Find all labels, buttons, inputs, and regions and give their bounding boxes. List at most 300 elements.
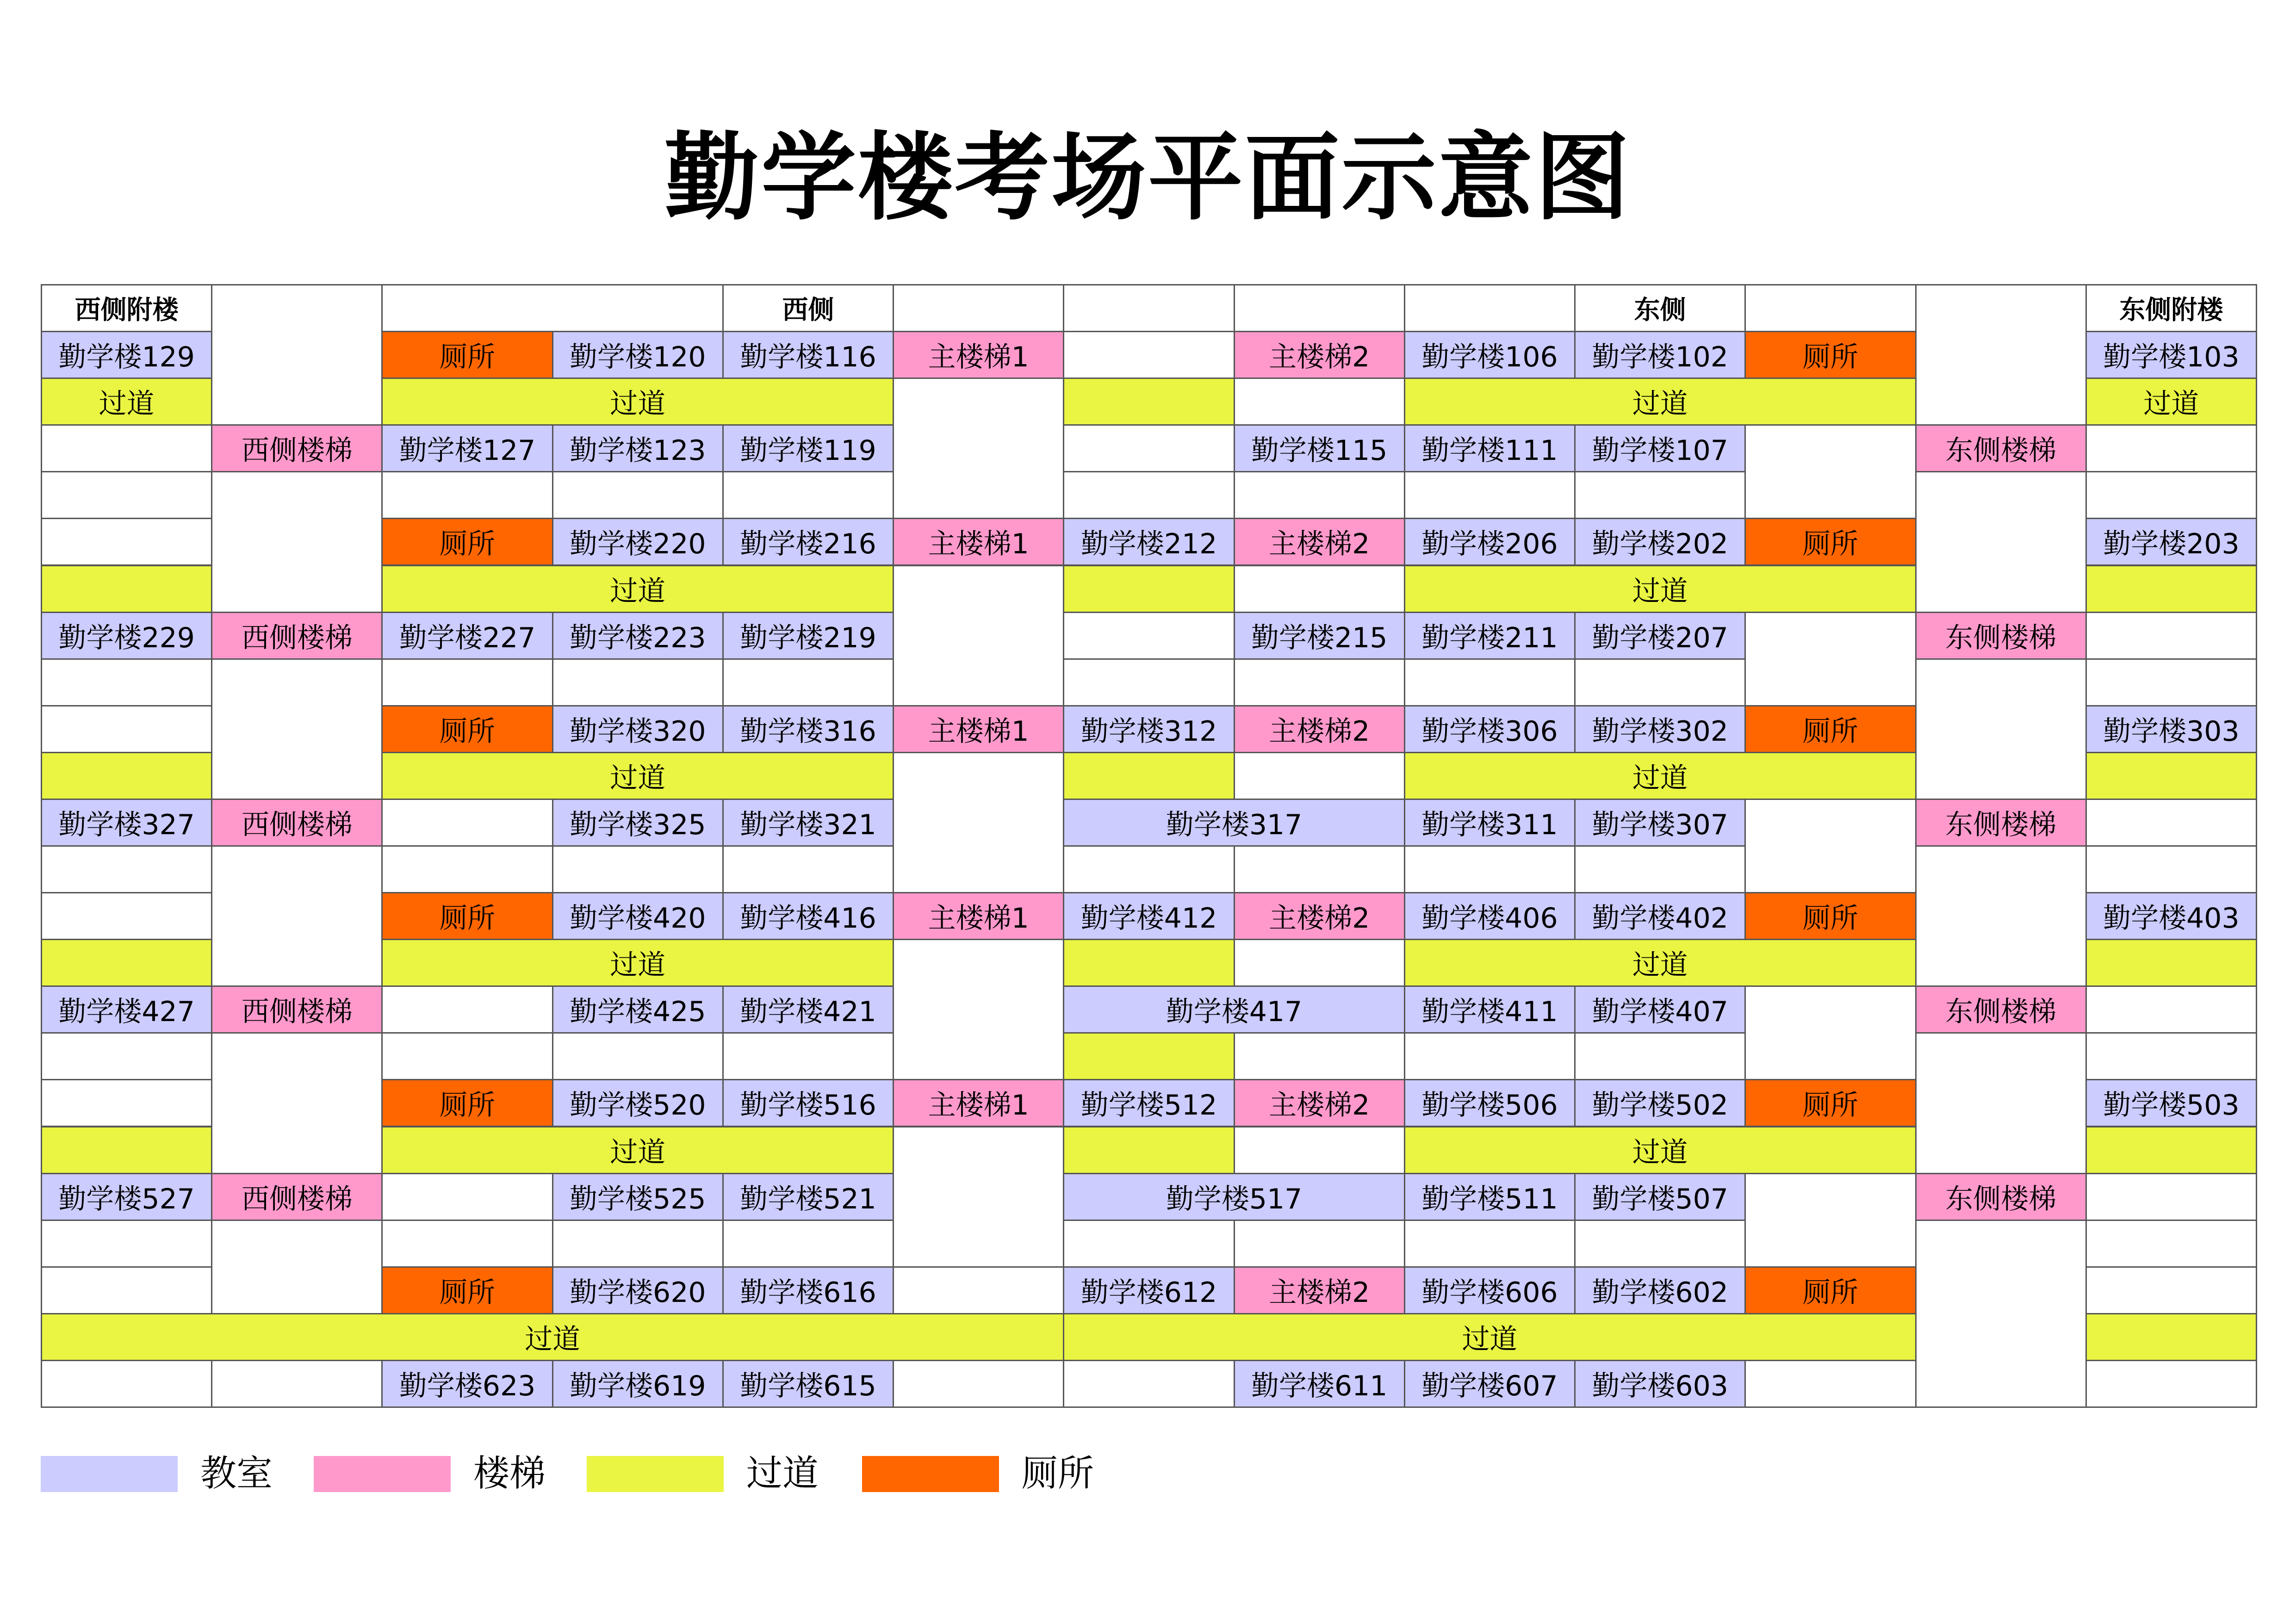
cell-label: 主楼梯2 xyxy=(1269,528,1370,561)
stair-cell xyxy=(1234,705,1405,753)
empty-cell xyxy=(1744,1173,1916,1268)
classroom-cell xyxy=(722,612,894,660)
cell-label: 过道 xyxy=(610,949,666,982)
cell-label: 西侧楼梯 xyxy=(241,1183,353,1215)
passage-cell xyxy=(1404,1126,1917,1174)
empty-cell xyxy=(1915,1220,2087,1408)
empty-cell xyxy=(41,705,212,753)
classroom-cell xyxy=(722,705,894,753)
cell-label: 过道 xyxy=(610,388,666,421)
cell-label: 厕所 xyxy=(1802,715,1858,748)
cell-label: 勤学楼327 xyxy=(58,808,195,841)
cell-label: 厕所 xyxy=(440,1089,496,1122)
empty-cell xyxy=(1404,471,1576,519)
empty-cell xyxy=(1574,471,1746,519)
empty-cell xyxy=(1915,1032,2087,1174)
empty-cell xyxy=(1404,1032,1576,1080)
classroom-cell xyxy=(552,1173,724,1221)
passage-cell xyxy=(1404,565,1917,613)
legend-label: 厕所 xyxy=(1022,1453,1094,1494)
stair-cell xyxy=(893,518,1064,566)
classroom-cell xyxy=(381,424,553,472)
cell-label: 东侧楼梯 xyxy=(1945,996,2057,1028)
cell-label: 勤学楼119 xyxy=(740,434,876,467)
classroom-cell xyxy=(1404,424,1576,472)
cell-label: 勤学楼512 xyxy=(1080,1089,1217,1122)
legend xyxy=(41,1453,1151,1494)
cell-label: 厕所 xyxy=(440,528,496,561)
classroom-cell xyxy=(552,1266,724,1314)
stair-cell xyxy=(211,799,383,847)
passage-cell xyxy=(1404,752,1917,800)
classroom-cell xyxy=(722,1360,894,1408)
passage-cell xyxy=(2085,1126,2257,1174)
passage-cell xyxy=(2085,752,2257,800)
toilet-cell xyxy=(381,331,553,379)
cell-label: 厕所 xyxy=(1802,1089,1858,1122)
header-cell xyxy=(722,284,894,332)
cell-label: 东侧楼梯 xyxy=(1945,621,2057,654)
passage-cell xyxy=(1063,1126,1235,1174)
cell-label: 勤学楼420 xyxy=(570,902,706,935)
empty-cell xyxy=(2085,1360,2257,1408)
empty-cell xyxy=(381,658,553,706)
classroom-cell xyxy=(1574,1079,1746,1127)
classroom-cell xyxy=(1063,518,1235,566)
classroom-cell xyxy=(1063,1079,1235,1127)
cell-label: 主楼梯2 xyxy=(1269,902,1370,935)
cell-label: 勤学楼202 xyxy=(1592,528,1728,561)
classroom-cell xyxy=(1574,1360,1746,1408)
empty-cell xyxy=(1063,471,1235,519)
empty-cell xyxy=(1234,939,1405,987)
classroom-cell xyxy=(552,424,724,472)
cell-label: 勤学楼611 xyxy=(1251,1369,1388,1402)
cell-label: 勤学楼507 xyxy=(1592,1183,1728,1215)
classroom-cell xyxy=(722,985,894,1034)
classroom-cell xyxy=(381,612,553,660)
stair-cell xyxy=(1234,331,1405,379)
legend-swatch xyxy=(41,1456,178,1492)
stair-cell xyxy=(211,612,383,660)
empty-cell xyxy=(41,471,212,519)
cell-label: 西侧楼梯 xyxy=(241,808,353,841)
empty-cell xyxy=(41,658,212,706)
empty-cell xyxy=(1234,1220,1405,1268)
passage-cell xyxy=(381,378,894,426)
toilet-cell xyxy=(381,705,553,753)
cell-label: 过道 xyxy=(610,1136,666,1169)
stair-cell xyxy=(1915,612,2087,660)
classroom-cell xyxy=(1574,424,1746,472)
cell-label: 厕所 xyxy=(1802,1276,1858,1309)
empty-cell xyxy=(1063,284,1235,332)
classroom-cell xyxy=(2085,331,2257,379)
legend-swatch xyxy=(862,1456,999,1492)
classroom-cell xyxy=(41,331,212,379)
passage-cell xyxy=(1404,378,1917,426)
empty-cell xyxy=(893,1126,1064,1268)
classroom-cell xyxy=(1404,892,1576,940)
empty-cell xyxy=(1915,845,2087,987)
passage-cell xyxy=(2085,378,2257,426)
passage-cell xyxy=(1063,378,1235,426)
stair-cell xyxy=(893,1079,1064,1127)
header-cell xyxy=(2085,284,2257,332)
empty-cell xyxy=(893,939,1064,1080)
cell-label: 过道 xyxy=(525,1323,581,1356)
empty-cell xyxy=(1234,1126,1405,1174)
cell-label: 勤学楼417 xyxy=(1166,996,1303,1028)
passage-cell xyxy=(381,565,894,613)
empty-cell xyxy=(1915,471,2087,613)
empty-cell xyxy=(893,378,1064,519)
cell-label: 勤学楼219 xyxy=(740,621,876,654)
classroom-cell xyxy=(2085,892,2257,940)
classroom-cell xyxy=(1404,612,1576,660)
empty-cell xyxy=(1063,658,1235,706)
passage-cell xyxy=(1063,1032,1235,1080)
cell-label: 西侧楼梯 xyxy=(241,621,353,654)
cell-label: 西侧楼梯 xyxy=(241,434,353,467)
cell-label: 勤学楼206 xyxy=(1421,528,1558,561)
empty-cell xyxy=(1063,845,1235,893)
cell-label: 过道 xyxy=(99,388,155,421)
cell-label: 过道 xyxy=(2143,388,2199,421)
empty-cell xyxy=(211,658,383,800)
classroom-cell xyxy=(1234,612,1405,660)
classroom-cell xyxy=(1404,985,1576,1034)
classroom-cell xyxy=(1574,518,1746,566)
classroom-cell xyxy=(1404,1079,1576,1127)
cell-label: 勤学楼511 xyxy=(1421,1183,1558,1215)
cell-label: 勤学楼317 xyxy=(1166,808,1303,841)
classroom-cell xyxy=(552,612,724,660)
empty-cell xyxy=(1234,752,1405,800)
passage-cell xyxy=(1063,565,1235,613)
cell-label: 主楼梯1 xyxy=(928,715,1029,748)
cell-label: 勤学楼203 xyxy=(2103,528,2240,561)
cell-label: 主楼梯1 xyxy=(928,528,1029,561)
cell-label: 勤学楼516 xyxy=(740,1089,876,1122)
cell-label: 过道 xyxy=(1632,762,1688,794)
cell-label: 勤学楼603 xyxy=(1592,1369,1728,1402)
toilet-cell xyxy=(1744,892,1916,940)
cell-label: 勤学楼211 xyxy=(1421,621,1558,654)
classroom-cell xyxy=(1404,705,1576,753)
cell-label: 勤学楼527 xyxy=(58,1183,195,1215)
empty-cell xyxy=(722,1032,894,1080)
cell-label: 勤学楼107 xyxy=(1592,434,1728,467)
cell-label: 东侧 xyxy=(1634,295,1686,326)
empty-cell xyxy=(1574,658,1746,706)
empty-cell xyxy=(381,1220,553,1268)
passage-cell xyxy=(41,1313,1064,1361)
empty-cell xyxy=(2085,1220,2257,1268)
empty-cell xyxy=(1404,284,1576,332)
passage-cell xyxy=(41,1126,212,1174)
cell-label: 主楼梯2 xyxy=(1269,1276,1370,1309)
cell-label: 勤学楼321 xyxy=(740,808,876,841)
classroom-cell xyxy=(1574,612,1746,660)
passage-cell xyxy=(41,378,212,426)
empty-cell xyxy=(381,1032,553,1080)
cell-label: 勤学楼127 xyxy=(399,434,536,467)
cell-label: 勤学楼506 xyxy=(1421,1089,1558,1122)
header-cell xyxy=(1574,284,1746,332)
empty-cell xyxy=(2085,799,2257,847)
classroom-cell xyxy=(41,799,212,847)
empty-cell xyxy=(41,845,212,893)
cell-label: 勤学楼411 xyxy=(1421,996,1558,1028)
cell-label: 勤学楼120 xyxy=(570,341,706,374)
empty-cell xyxy=(381,1173,553,1221)
cell-label: 勤学楼602 xyxy=(1592,1276,1728,1309)
cell-label: 东侧附楼 xyxy=(2119,295,2223,326)
cell-label: 勤学楼525 xyxy=(570,1183,706,1215)
cell-label: 主楼梯2 xyxy=(1269,715,1370,748)
empty-cell xyxy=(893,1360,1064,1408)
cell-label: 西侧附楼 xyxy=(74,295,179,326)
empty-cell xyxy=(381,799,553,847)
classroom-cell xyxy=(1063,985,1405,1034)
empty-cell xyxy=(1063,1360,1235,1408)
cell-label: 东侧楼梯 xyxy=(1945,434,2057,467)
cell-label: 勤学楼403 xyxy=(2103,902,2240,935)
page-title: 勤学楼考场平面示意图 xyxy=(664,123,1632,233)
empty-cell xyxy=(552,845,724,893)
empty-cell xyxy=(1063,424,1235,472)
stair-cell xyxy=(1234,892,1405,940)
stair-cell xyxy=(1234,1079,1405,1127)
empty-cell xyxy=(1915,658,2087,800)
empty-cell xyxy=(722,845,894,893)
empty-cell xyxy=(2085,1173,2257,1221)
empty-cell xyxy=(722,658,894,706)
cell-label: 勤学楼212 xyxy=(1080,528,1217,561)
empty-cell xyxy=(1744,424,1916,519)
empty-cell xyxy=(893,565,1064,706)
empty-cell xyxy=(1404,658,1576,706)
cell-label: 勤学楼606 xyxy=(1421,1276,1558,1309)
empty-cell xyxy=(552,471,724,519)
empty-cell xyxy=(1744,1360,1916,1408)
empty-cell xyxy=(41,1079,212,1127)
cell-label: 勤学楼520 xyxy=(570,1089,706,1122)
classroom-cell xyxy=(1574,1266,1746,1314)
empty-cell xyxy=(893,752,1064,893)
empty-cell xyxy=(211,1220,383,1314)
cell-label: 过道 xyxy=(1632,575,1688,607)
classroom-cell xyxy=(552,985,724,1034)
cell-label: 勤学楼325 xyxy=(570,808,706,841)
empty-cell xyxy=(1574,1032,1746,1080)
classroom-cell xyxy=(1574,892,1746,940)
passage-cell xyxy=(1063,1313,1916,1361)
empty-cell xyxy=(1234,471,1405,519)
passage-cell xyxy=(2085,939,2257,987)
stair-cell xyxy=(1234,518,1405,566)
classroom-cell xyxy=(722,1173,894,1221)
empty-cell xyxy=(381,845,553,893)
empty-cell xyxy=(1744,612,1916,706)
classroom-cell xyxy=(1574,331,1746,379)
classroom-cell xyxy=(722,892,894,940)
empty-cell xyxy=(2085,845,2257,893)
classroom-cell xyxy=(41,985,212,1034)
empty-cell xyxy=(552,658,724,706)
cell-label: 厕所 xyxy=(440,715,496,748)
cell-label: 勤学楼406 xyxy=(1421,902,1558,935)
cell-label: 勤学楼517 xyxy=(1166,1183,1303,1215)
classroom-cell xyxy=(1404,1360,1576,1408)
empty-cell xyxy=(211,284,383,426)
cell-label: 勤学楼223 xyxy=(570,621,706,654)
stair-cell xyxy=(893,331,1064,379)
empty-cell xyxy=(552,1032,724,1080)
classroom-cell xyxy=(552,705,724,753)
toilet-cell xyxy=(381,1079,553,1127)
empty-cell xyxy=(1574,845,1746,893)
empty-cell xyxy=(211,1360,383,1408)
classroom-cell xyxy=(552,892,724,940)
classroom-cell xyxy=(2085,1079,2257,1127)
cell-label: 勤学楼320 xyxy=(570,715,706,748)
cell-label: 勤学楼229 xyxy=(58,621,195,654)
empty-cell xyxy=(1574,1220,1746,1268)
cell-label: 勤学楼615 xyxy=(740,1369,876,1402)
cell-label: 勤学楼111 xyxy=(1421,434,1558,467)
empty-cell xyxy=(41,518,212,566)
cell-label: 勤学楼316 xyxy=(740,715,876,748)
passage-cell xyxy=(1063,939,1235,987)
cell-label: 厕所 xyxy=(440,341,496,374)
cell-label: 勤学楼521 xyxy=(740,1183,876,1215)
cell-label: 厕所 xyxy=(1802,902,1858,935)
cell-label: 勤学楼619 xyxy=(570,1369,706,1402)
cell-label: 过道 xyxy=(610,575,666,607)
empty-cell xyxy=(1915,284,2087,426)
toilet-cell xyxy=(1744,705,1916,753)
classroom-cell xyxy=(1574,985,1746,1034)
cell-label: 勤学楼311 xyxy=(1421,808,1558,841)
empty-cell xyxy=(722,1220,894,1268)
classroom-cell xyxy=(1574,1173,1746,1221)
cell-label: 勤学楼620 xyxy=(570,1276,706,1309)
empty-cell xyxy=(893,1266,1064,1314)
cell-label: 主楼梯1 xyxy=(928,902,1029,935)
toilet-cell xyxy=(1744,518,1916,566)
empty-cell xyxy=(1234,845,1405,893)
cell-label: 厕所 xyxy=(1802,341,1858,374)
empty-cell xyxy=(2085,1266,2257,1314)
cell-label: 东侧楼梯 xyxy=(1945,1183,2057,1215)
classroom-cell xyxy=(1234,1360,1405,1408)
classroom-cell xyxy=(1063,705,1235,753)
passage-cell xyxy=(41,752,212,800)
empty-cell xyxy=(41,1360,212,1408)
cell-label: 过道 xyxy=(1632,949,1688,982)
empty-cell xyxy=(41,892,212,940)
passage-cell xyxy=(1404,939,1917,987)
passage-cell xyxy=(2085,1313,2257,1361)
empty-cell xyxy=(381,471,553,519)
empty-cell xyxy=(2085,658,2257,706)
cell-label: 勤学楼216 xyxy=(740,528,876,561)
classroom-cell xyxy=(1063,892,1235,940)
cell-label: 西侧楼梯 xyxy=(241,996,353,1028)
cell-label: 勤学楼227 xyxy=(399,621,536,654)
classroom-cell xyxy=(552,331,724,379)
empty-cell xyxy=(41,424,212,472)
cell-label: 勤学楼302 xyxy=(1592,715,1728,748)
cell-label: 勤学楼416 xyxy=(740,902,876,935)
cell-label: 勤学楼116 xyxy=(740,341,876,374)
cell-label: 勤学楼115 xyxy=(1251,434,1388,467)
cell-label: 勤学楼612 xyxy=(1080,1276,1217,1309)
cell-label: 勤学楼129 xyxy=(58,341,195,374)
classroom-cell xyxy=(552,1079,724,1127)
toilet-cell xyxy=(1744,331,1916,379)
classroom-cell xyxy=(1234,424,1405,472)
cell-label: 勤学楼103 xyxy=(2103,341,2240,374)
empty-cell xyxy=(381,985,553,1034)
empty-cell xyxy=(1063,331,1235,379)
empty-cell xyxy=(2085,424,2257,472)
empty-cell xyxy=(211,1032,383,1174)
cell-label: 东侧楼梯 xyxy=(1945,808,2057,841)
cell-label: 过道 xyxy=(610,762,666,794)
classroom-cell xyxy=(722,799,894,847)
cell-label: 勤学楼402 xyxy=(1592,902,1728,935)
classroom-cell xyxy=(1574,705,1746,753)
classroom-cell xyxy=(1404,1173,1576,1221)
empty-cell xyxy=(41,1266,212,1314)
cell-label: 勤学楼215 xyxy=(1251,621,1388,654)
empty-cell xyxy=(2085,471,2257,519)
classroom-cell xyxy=(1063,799,1405,847)
classroom-cell xyxy=(2085,705,2257,753)
empty-cell xyxy=(1744,985,1916,1080)
legend-label: 教室 xyxy=(200,1453,273,1494)
classroom-cell xyxy=(41,1173,212,1221)
empty-cell xyxy=(1063,1220,1235,1268)
empty-cell xyxy=(1404,1220,1576,1268)
classroom-cell xyxy=(41,612,212,660)
empty-cell xyxy=(41,1032,212,1080)
empty-cell xyxy=(1234,658,1405,706)
legend-label: 过道 xyxy=(746,1453,819,1494)
stair-cell xyxy=(1915,424,2087,472)
legend-swatch xyxy=(314,1456,451,1492)
passage-cell xyxy=(381,752,894,800)
stair-cell xyxy=(893,705,1064,753)
cell-label: 勤学楼616 xyxy=(740,1276,876,1309)
classroom-cell xyxy=(1574,799,1746,847)
stair-cell xyxy=(211,1173,383,1221)
cell-label: 勤学楼421 xyxy=(740,996,876,1028)
classroom-cell xyxy=(722,1266,894,1314)
passage-cell xyxy=(381,1126,894,1174)
cell-label: 勤学楼607 xyxy=(1421,1369,1558,1402)
cell-label: 勤学楼306 xyxy=(1421,715,1558,748)
cell-label: 西侧 xyxy=(782,295,834,326)
cell-label: 主楼梯2 xyxy=(1269,1089,1370,1122)
empty-cell xyxy=(893,284,1064,332)
empty-cell xyxy=(211,845,383,987)
passage-cell xyxy=(41,939,212,987)
classroom-cell xyxy=(1063,1266,1235,1314)
